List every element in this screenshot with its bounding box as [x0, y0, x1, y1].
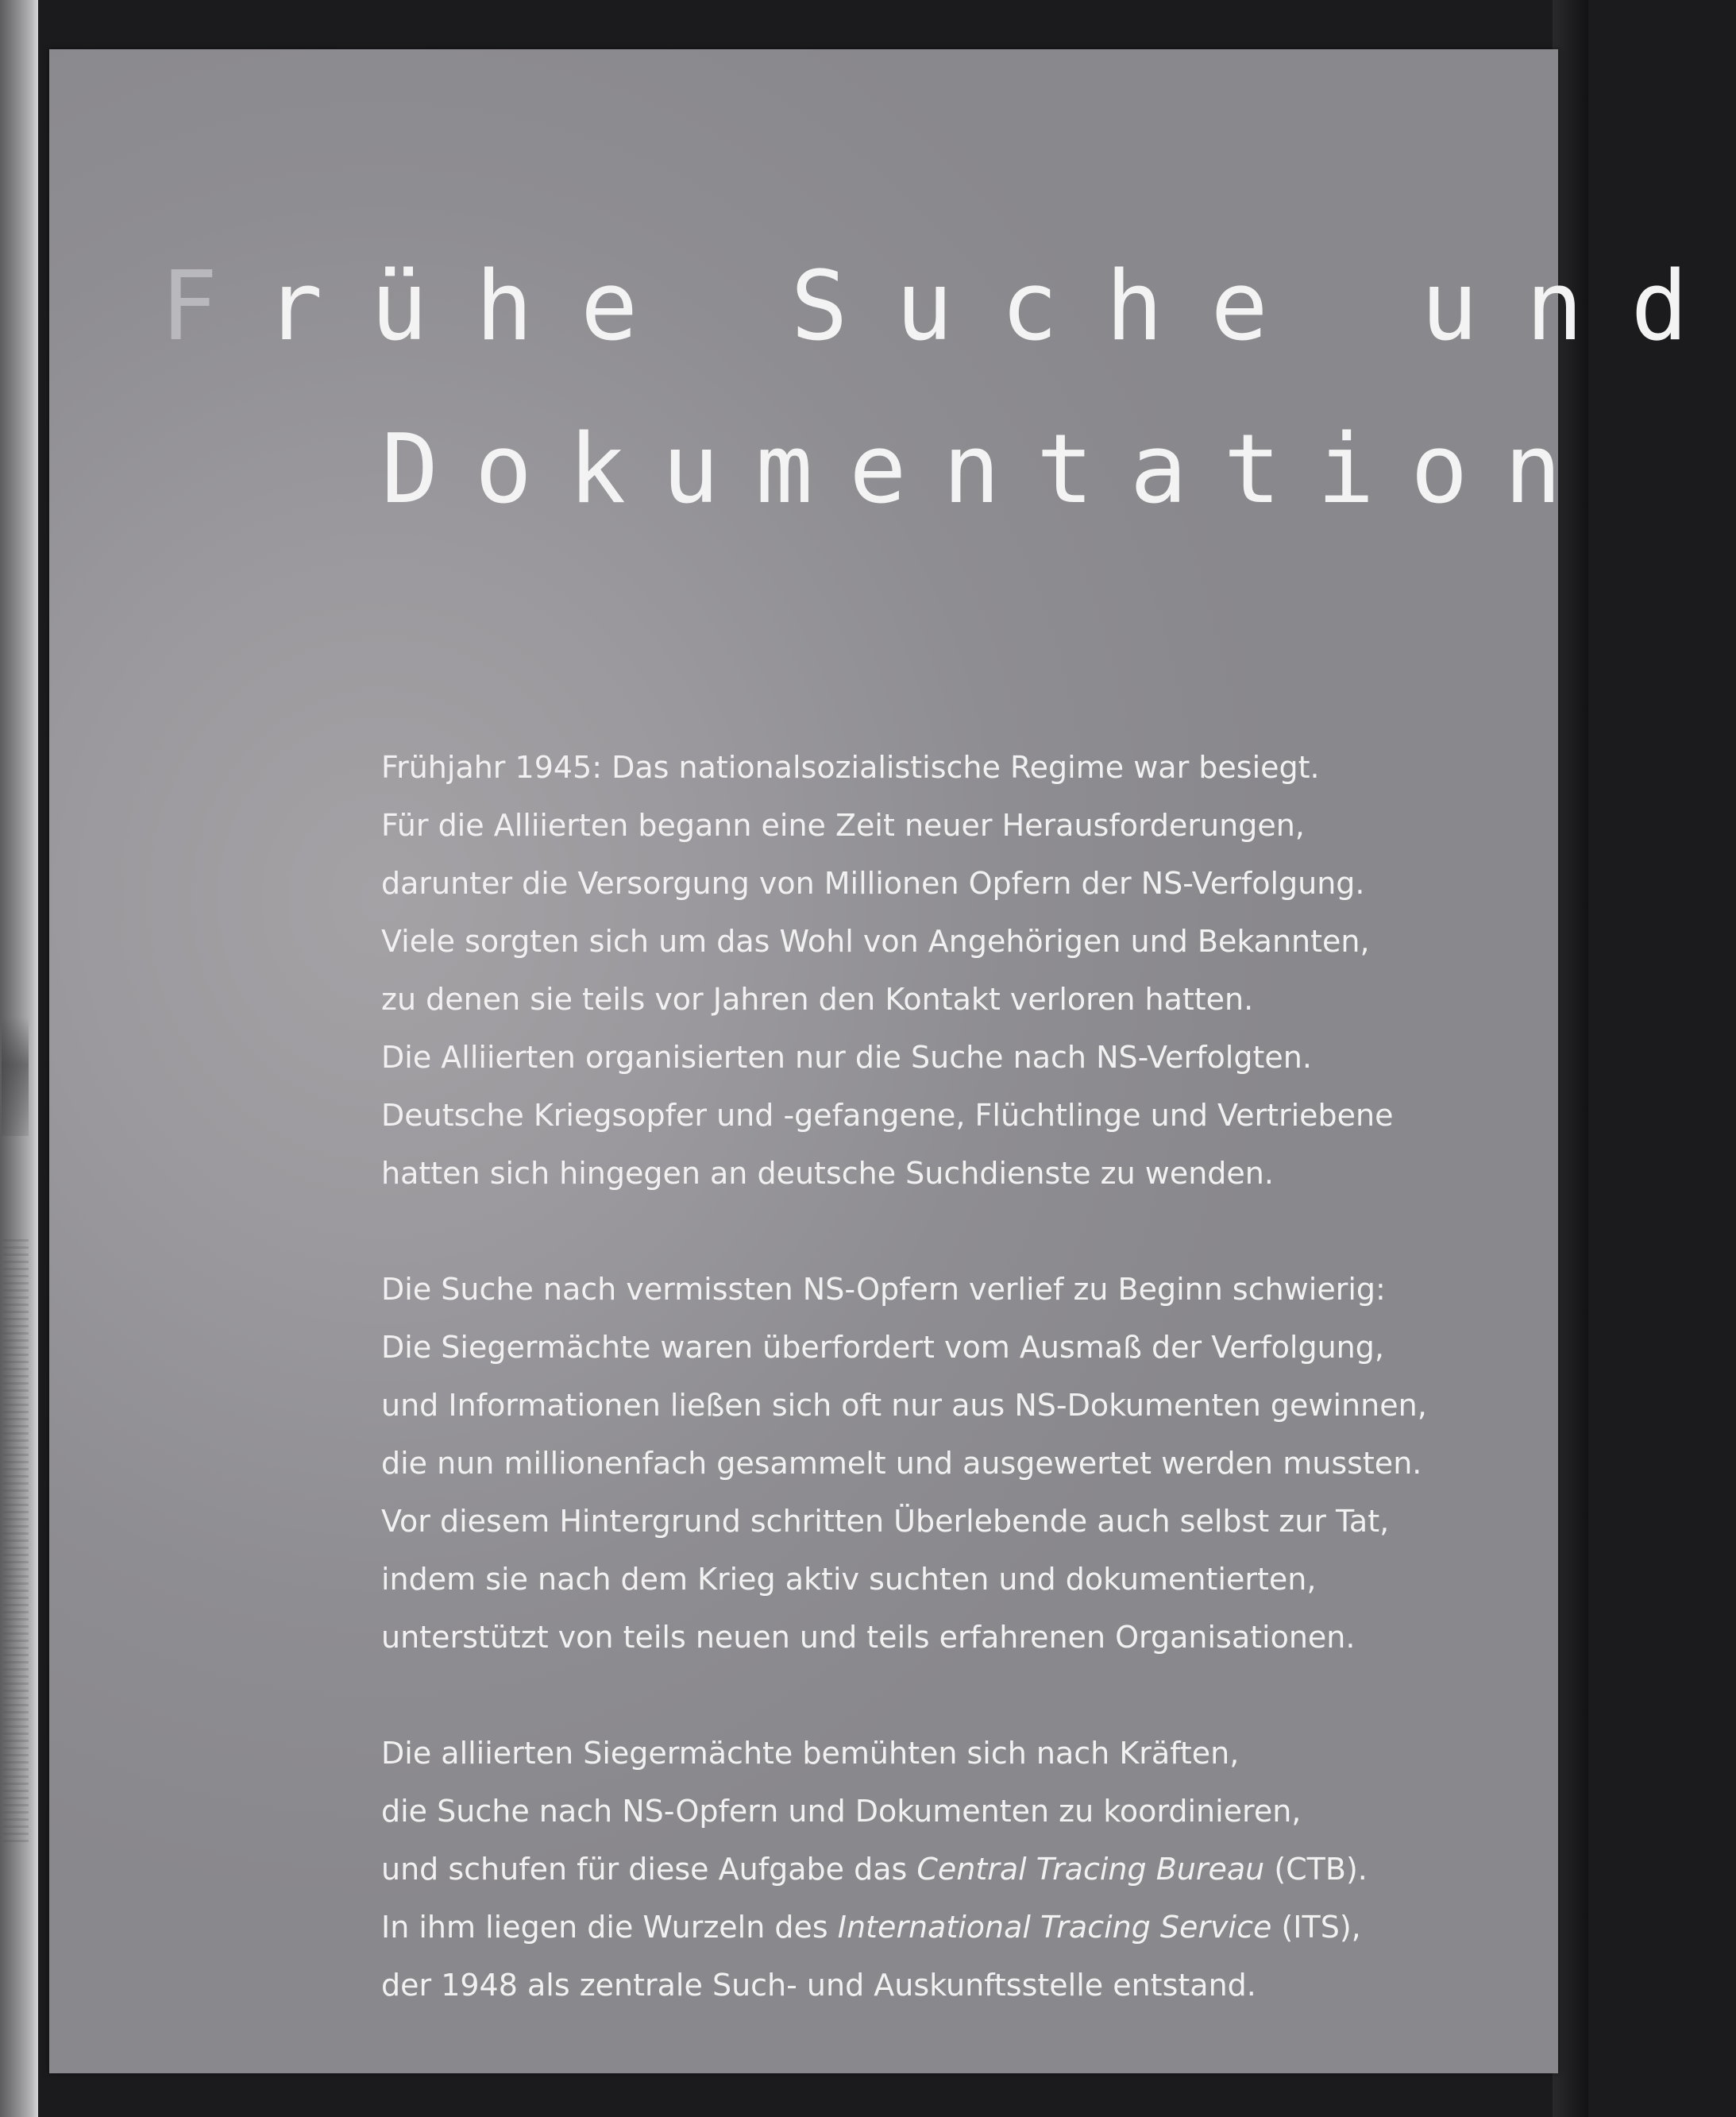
paragraph-2 — [381, 1261, 1541, 1667]
paragraph-1 — [381, 739, 1541, 1203]
text-line: Die Suche nach vermissten NS-Opfern verlief zu Beginn schwierig: — [381, 1272, 1386, 1307]
text-line: die Suche nach NS-Opfern und Dokumenten zu koordinieren, — [381, 1794, 1302, 1829]
book-page — [49, 49, 1736, 2073]
text-line — [381, 1899, 1541, 1957]
text-segment: und schufen für diese Aufgabe das — [381, 1852, 917, 1887]
adjacent-page-mark — [2, 1017, 29, 1136]
text-line: und Informationen ließen sich oft nur aus NS-Dokumenten gewinnen, — [381, 1388, 1427, 1423]
text-line: Frühjahr 1945: Das nationalsozialistische Regime war besiegt. — [381, 750, 1320, 785]
text-line: die nun millionenfach gesammelt und ausgewertet werden mussten. — [381, 1446, 1422, 1481]
adjacent-page-edge — [0, 0, 38, 2117]
text-line: indem sie nach dem Krieg aktiv suchten und dokumentierten, — [381, 1562, 1317, 1597]
title-line-1-text: rühe Suche und — [265, 252, 1736, 362]
text-line: Die Siegermächte waren überfordert vom Ausmaß der Verfolgung, — [381, 1330, 1384, 1365]
text-line: darunter die Versorgung von Millionen Opfern der NS-Verfolgung. — [381, 866, 1365, 901]
text-line: zu denen sie teils vor Jahren den Kontakt verloren hatten. — [381, 982, 1254, 1017]
text-line: Deutsche Kriegsopfer und -gefangene, Flüchtlinge und Vertriebene — [381, 1098, 1394, 1133]
text-segment: (ITS), — [1271, 1910, 1361, 1945]
text-segment: (CTB). — [1264, 1852, 1368, 1887]
text-line: der 1948 als zentrale Such- und Auskunftsstelle entstand. — [381, 1968, 1256, 2003]
text-line: Vor diesem Hintergrund schritten Überlebende auch selbst zur Tat, — [381, 1504, 1390, 1539]
text-line: Viele sorgten sich um das Wohl von Angehörigen und Bekannten, — [381, 924, 1370, 959]
text-segment: In ihm liegen die Wurzeln des — [381, 1910, 838, 1945]
text-line — [381, 1841, 1541, 1899]
adjacent-page-illustration — [3, 1239, 29, 1843]
body-text — [381, 739, 1541, 2015]
paragraph-3 — [381, 1725, 1541, 2015]
text-line: unterstützt von teils neuen und teils erfahrenen Organisationen. — [381, 1620, 1356, 1655]
organization-name-ctb: Central Tracing Bureau — [916, 1852, 1265, 1887]
title-initial-letter: F — [160, 252, 266, 362]
text-line: Für die Alliierten begann eine Zeit neuer Herausforderungen, — [381, 808, 1305, 843]
text-line: Die alliierten Siegermächte bemühten sich nach Kräften, — [381, 1736, 1240, 1771]
page-title-line-2: Dokumentation — [381, 415, 1598, 525]
text-line: Die Alliierten organisierten nur die Suche nach NS-Verfolgten. — [381, 1040, 1312, 1075]
text-line: hatten sich hingegen an deutsche Suchdienste zu wenden. — [381, 1156, 1274, 1191]
page-title-line-1 — [160, 252, 1736, 362]
organization-name-its: International Tracing Service — [837, 1910, 1272, 1945]
